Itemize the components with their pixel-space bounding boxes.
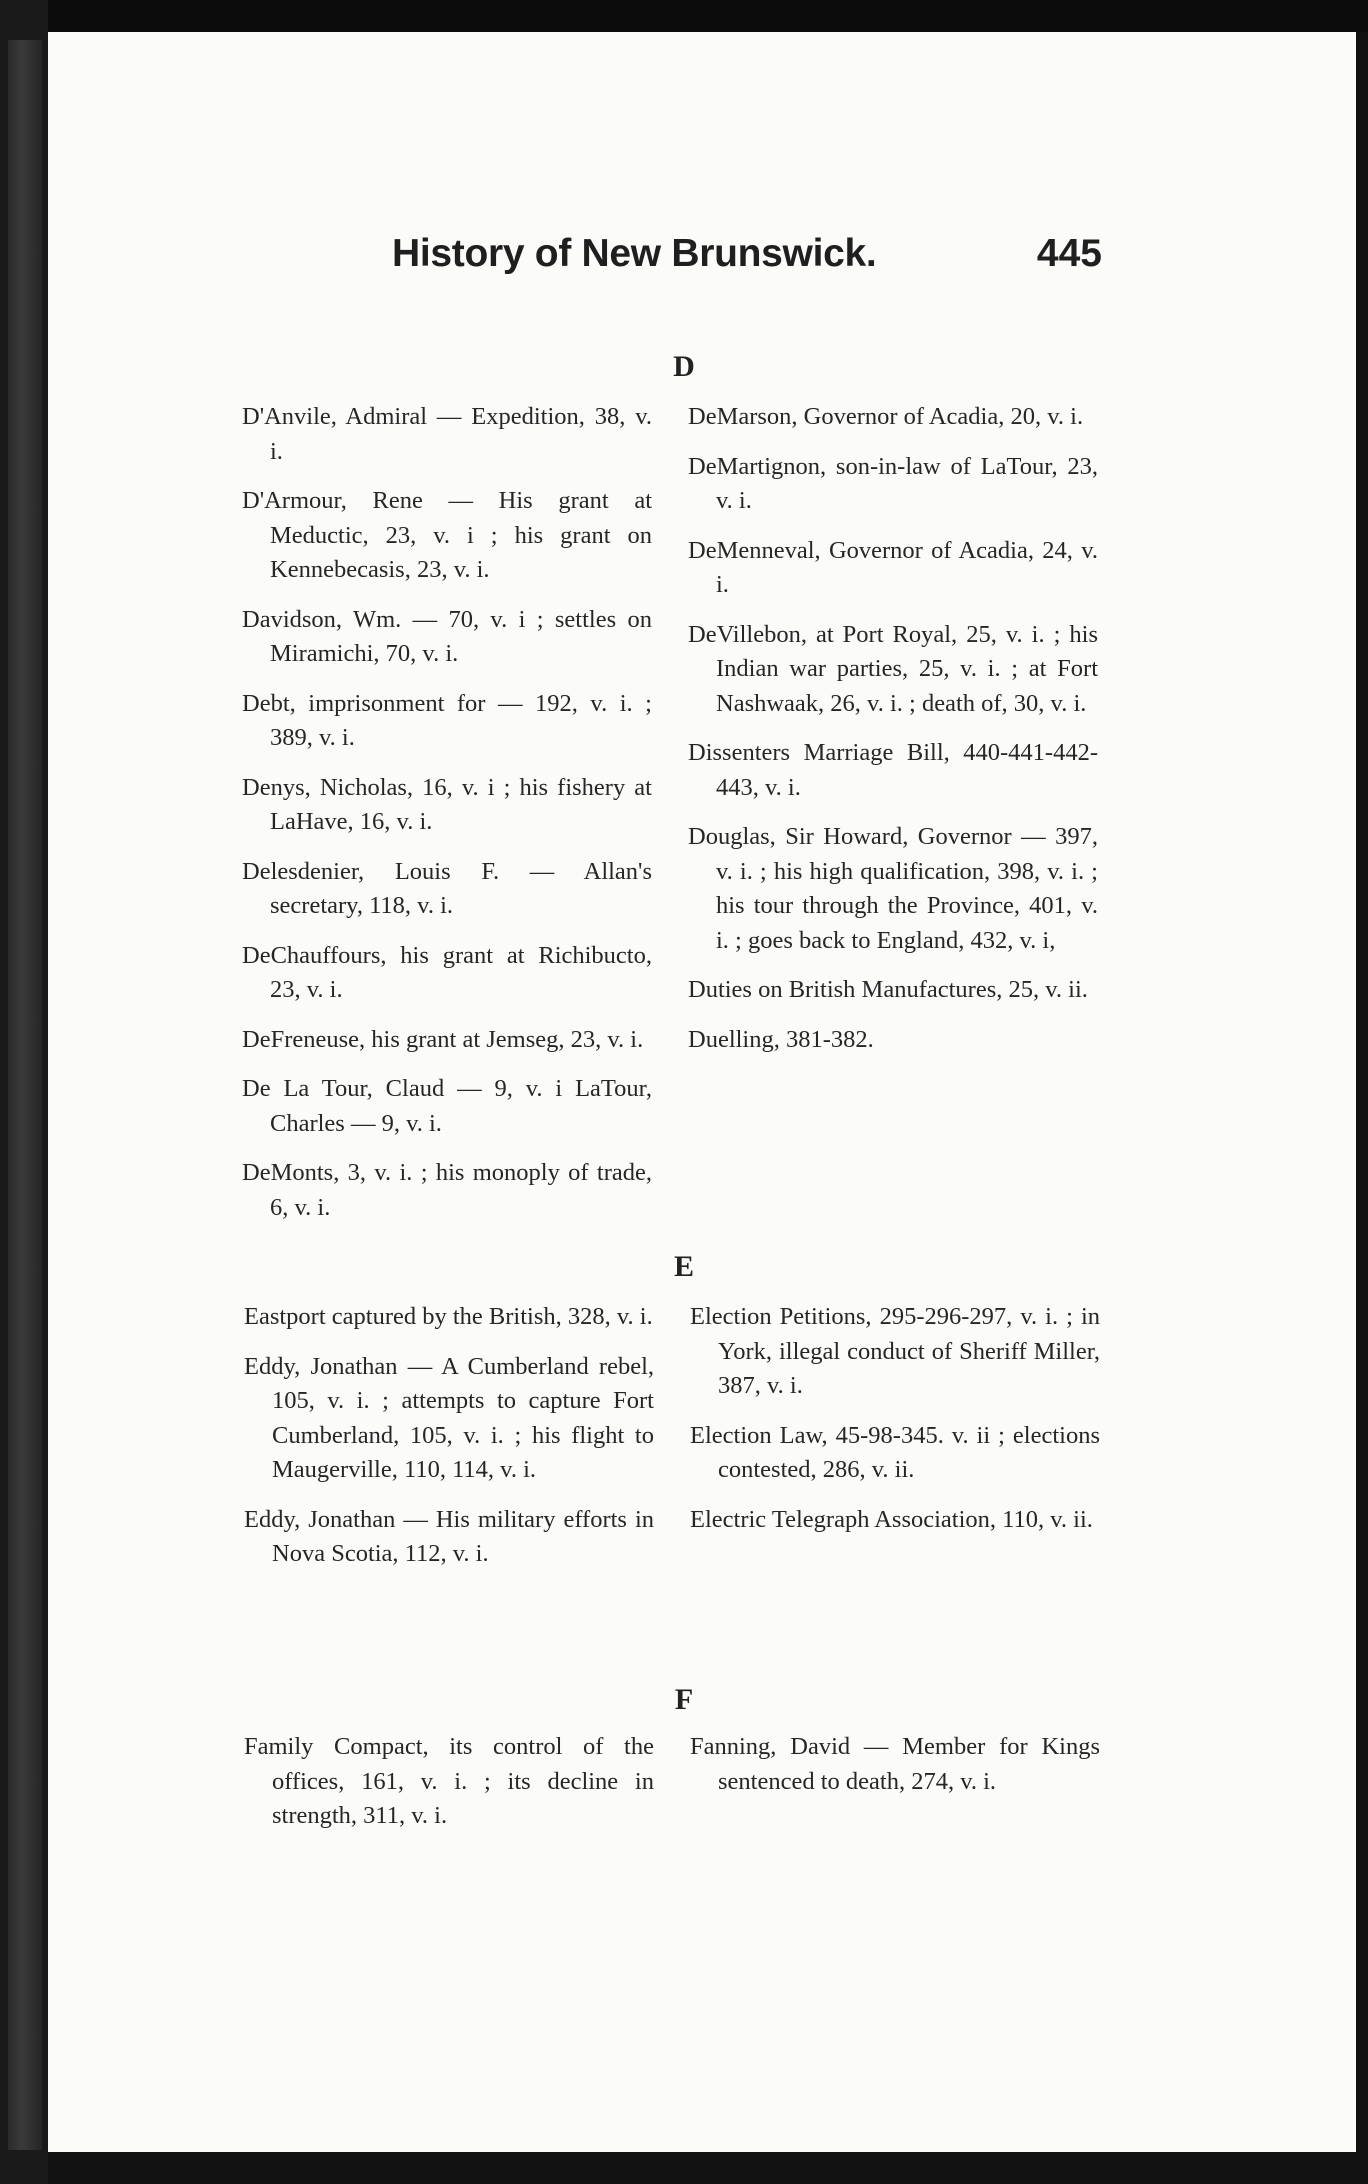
section-letter-f: F xyxy=(674,1683,694,1716)
index-entry: Duelling, 381-382. xyxy=(688,1025,874,1053)
index-entry: Election Petitions, 295-296-297, v. i. ; in York, illegal conduct of Sheriff Miller, 387, v. i. xyxy=(690,1303,1100,1399)
index-entry: DeMonts, 3, v. i. ; his monoply of trade, 6, v. i. xyxy=(242,1159,652,1221)
index-entry: DeFreneuse, his grant at Jemseg, 23, v. i. xyxy=(242,1025,644,1053)
index-entry: D'Armour, Rene — His grant at Meductic, 23, v. i ; his grant on Kennebecasis, 23, v. i. xyxy=(242,487,652,583)
scan-top-edge xyxy=(0,0,1368,32)
section-f-left-column xyxy=(244,1730,654,1849)
index-entry: Family Compact, its control of the offices, 161, v. i. ; its decline in strength, 311, v. i. xyxy=(244,1733,654,1829)
running-title: History of New Brunswick. xyxy=(392,232,877,275)
index-entry: De La Tour, Claud — 9, v. i LaTour, Charles — 9, v. i. xyxy=(242,1075,652,1137)
index-entry: Davidson, Wm. — 70, v. i ; settles on Miramichi, 70, v. i. xyxy=(242,605,652,667)
index-entry: Electric Telegraph Association, 110, v. ii. xyxy=(690,1505,1093,1533)
index-entry: Debt, imprisonment for — 192, v. i. ; 389, v. i. xyxy=(242,689,652,751)
index-entry: DeMarson, Governor of Acadia, 20, v. i. xyxy=(688,403,1084,430)
page-header xyxy=(392,232,1102,302)
index-entry: Fanning, David — Member for Kings sentenced to death, 274, v. i. xyxy=(690,1733,1100,1795)
index-entry: DeVillebon, at Port Royal, 25, v. i. ; his Indian war parties, 25, v. i. ; at Fort Nashwaak, 26, v. i. ; death of, 30, v. i. xyxy=(688,620,1098,717)
page-number: 445 xyxy=(1036,232,1102,275)
index-entry: Delesdenier, Louis F. — Allan's secretary, 118, v. i. xyxy=(242,857,652,919)
index-entry: D'Anvile, Admiral — Expedition, 38, v. i. xyxy=(242,403,652,465)
index-entry: Eddy, Jonathan — His military efforts in Nova Scotia, 112, v. i. xyxy=(244,1505,654,1567)
index-entry: DeMartignon, son-in-law of LaTour, 23, v. i. xyxy=(688,452,1098,514)
index-entry: DeChauffours, his grant at Richibucto, 23, v. i. xyxy=(242,941,652,1003)
section-e-right-column xyxy=(690,1300,1100,1552)
section-f-right-column xyxy=(690,1730,1100,1814)
index-entry: DeMenneval, Governor of Acadia, 24, v. i. xyxy=(688,536,1098,598)
index-entry: Eddy, Jonathan — A Cumberland rebel, 105, v. i. ; attempts to capture Fort Cumberland, 105, v. i. ; his flight to Maugerville, 110, 114, v. i. xyxy=(244,1352,654,1483)
index-entry: Denys, Nicholas, 16, v. i ; his fishery at LaHave, 16, v. i. xyxy=(242,773,652,835)
section-d-left-column xyxy=(242,400,652,1240)
index-entry: Dissenters Marriage Bill, 440-441-442-443, v. i. xyxy=(688,739,1098,801)
section-letter-d: D xyxy=(673,350,695,383)
index-entry: Eastport captured by the British, 328, v. i. xyxy=(244,1303,653,1330)
section-letter-e: E xyxy=(673,1250,694,1283)
section-d-right-column xyxy=(688,400,1098,1072)
index-entry: Election Law, 45-98-345. v. ii ; elections contested, 286, v. ii. xyxy=(690,1421,1100,1483)
index-entry: Douglas, Sir Howard, Governor — 397, v. i. ; his high qualification, 398, v. i. ; his tour through the Province, 401, v. i. ; goes back to England, 432, v. i, xyxy=(688,823,1098,954)
index-entry: Duties on British Manufactures, 25, v. ii. xyxy=(688,976,1088,1003)
section-e-left-column xyxy=(244,1300,654,1587)
